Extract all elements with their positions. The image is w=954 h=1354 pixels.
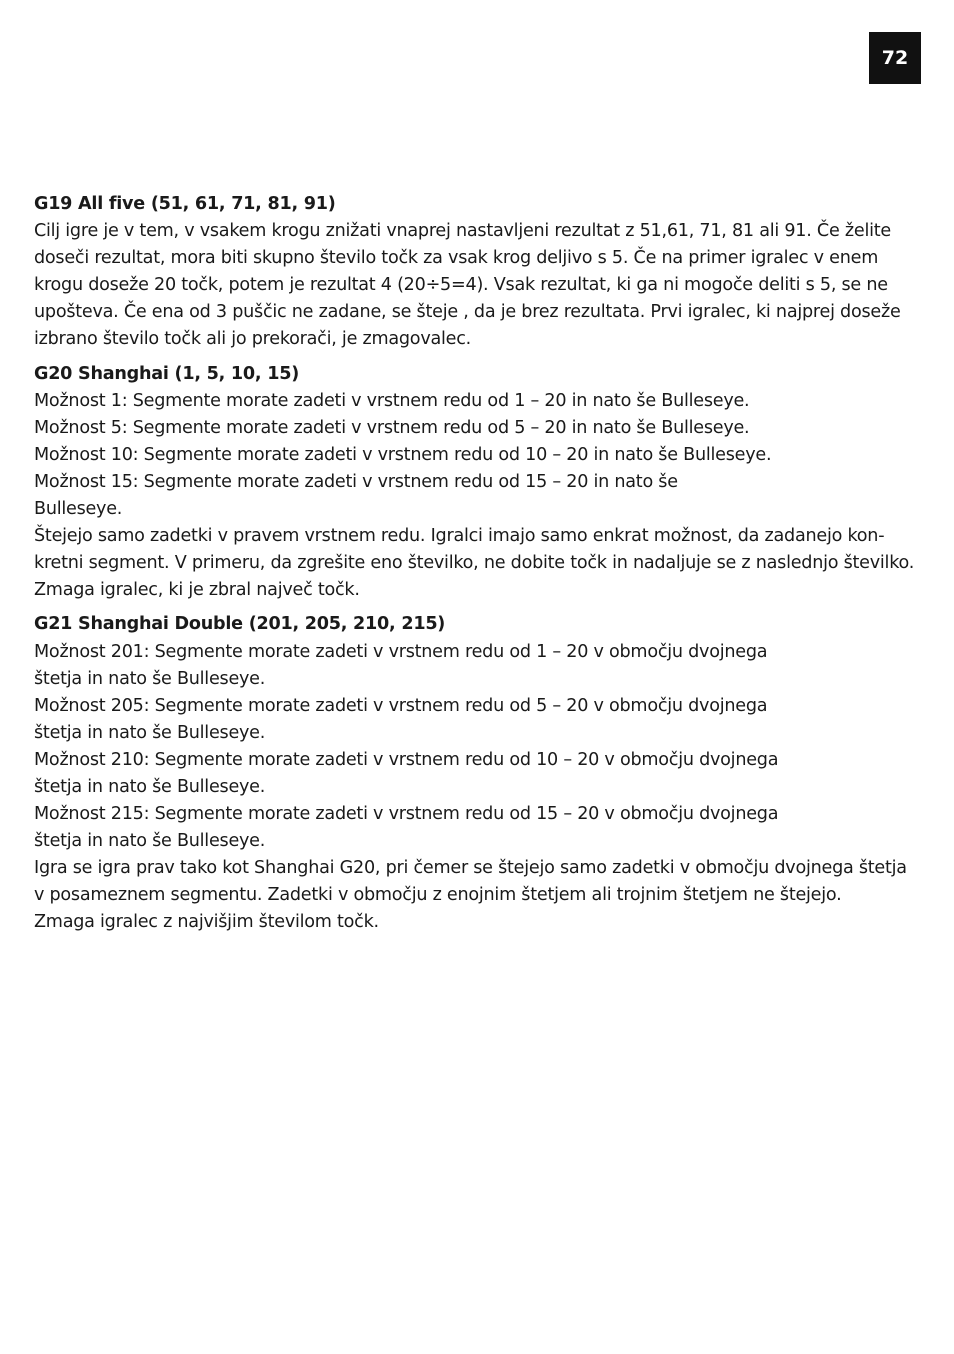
paragraph-line: štetja in nato še Bulleseye. xyxy=(34,831,266,852)
paragraph-line: Možnost 1: Segmente morate zadeti v vrstnem redu od 1 – 20 in nato še Bulleseye. xyxy=(34,390,750,411)
section-g21 xyxy=(34,611,930,936)
paragraph-line: štetja in nato še Bulleseye. xyxy=(34,776,266,797)
paragraph-line: Cilj igre je v tem, v vsakem krogu znižati vnaprej nastavljeni rezultat z 51,61, 71, 81 ali 91. Če želite xyxy=(34,221,891,242)
paragraph-line: krogu doseže 20 točk, potem je rezultat 4 (20÷5=4). Vsak rezultat, ki ga ni mogoče deliti s 5, se ne xyxy=(34,275,888,296)
section-heading: G20 Shanghai (1, 5, 10, 15) xyxy=(34,363,299,384)
document-body xyxy=(34,191,930,937)
paragraph-line: štetja in nato še Bulleseye. xyxy=(34,722,266,743)
paragraph-line: Možnost 10: Segmente morate zadeti v vrstnem redu od 10 – 20 in nato še Bulleseye. xyxy=(34,444,772,465)
section-heading: G21 Shanghai Double (201, 205, 210, 215) xyxy=(34,614,446,635)
paragraph-line: v posameznem segmentu. Zadetki v območju z enojnim štetjem ali trojnim štetjem ne štejejo. xyxy=(34,885,842,906)
paragraph-line: Možnost 201: Segmente morate zadeti v vrstnem redu od 1 – 20 v območju dvojnega xyxy=(34,641,768,662)
paragraph-line: Zmaga igralec, ki je zbral največ točk. xyxy=(34,580,360,601)
section-g20 xyxy=(34,361,930,605)
paragraph-line: Zmaga igralec z najvišjim številom točk. xyxy=(34,912,379,933)
paragraph-line: Možnost 15: Segmente morate zadeti v vrstnem redu od 15 – 20 in nato še xyxy=(34,471,678,492)
paragraph-line: Štejejo samo zadetki v pravem vrstnem redu. Igralci imajo samo enkrat možnost, da zadanejo kon- xyxy=(34,526,885,547)
section-heading: G19 All five (51, 61, 71, 81, 91) xyxy=(34,194,336,214)
paragraph-line: upošteva. Če ena od 3 puščic ne zadane, se šteje , da je brez rezultata. Prvi igralec, ki najprej doseže xyxy=(34,302,901,323)
paragraph-line: Možnost 210: Segmente morate zadeti v vrstnem redu od 10 – 20 v območju dvojnega xyxy=(34,749,779,770)
paragraph-line: Možnost 5: Segmente morate zadeti v vrstnem redu od 5 – 20 in nato še Bulleseye. xyxy=(34,417,750,438)
paragraph-line: Možnost 205: Segmente morate zadeti v vrstnem redu od 5 – 20 v območju dvojnega xyxy=(34,695,768,716)
paragraph-line: doseči rezultat, mora biti skupno število točk za vsak krog deljivo s 5. Če na primer igralec v enem xyxy=(34,248,879,269)
paragraph-line: Možnost 215: Segmente morate zadeti v vrstnem redu od 15 – 20 v območju dvojnega xyxy=(34,804,779,825)
section-g19 xyxy=(34,191,930,354)
paragraph-line: Bulleseye. xyxy=(34,499,123,520)
paragraph-line: izbrano število točk ali jo prekorači, je zmagovalec. xyxy=(34,329,471,350)
paragraph-line: kretni segment. V primeru, da zgrešite eno številko, ne dobite točk in nadaljuje se z naslednjo številko. xyxy=(34,553,915,574)
paragraph-line: Igra se igra prav tako kot Shanghai G20, pri čemer se štejejo samo zadetki v območju dvojnega štetja xyxy=(34,858,907,879)
paragraph-line: štetja in nato še Bulleseye. xyxy=(34,668,266,689)
page-number-badge: 72 xyxy=(869,32,921,84)
